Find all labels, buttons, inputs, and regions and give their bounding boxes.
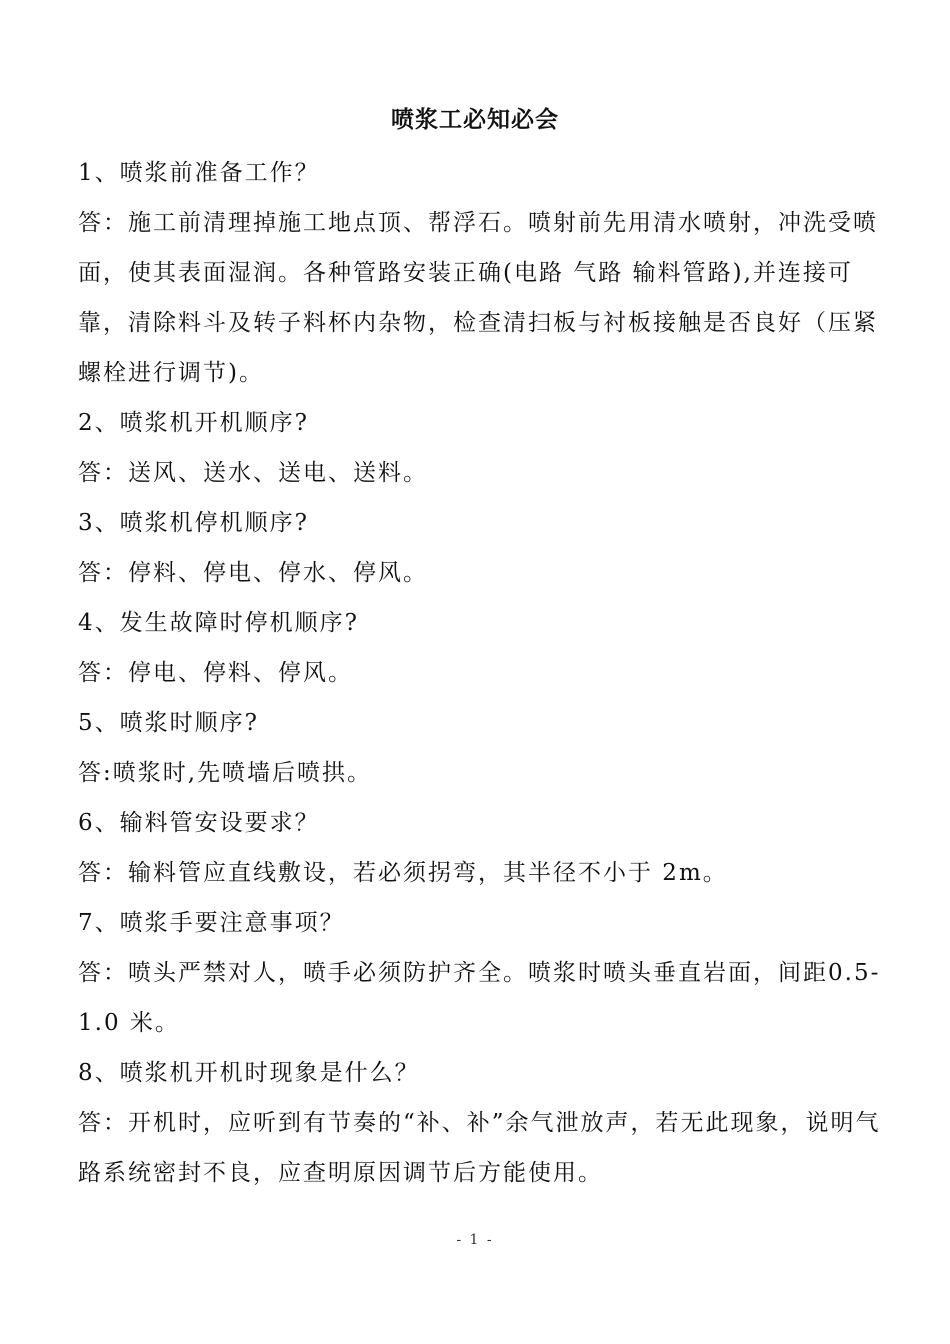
answer-5: 答:喷浆时,先喷墙后喷拱。: [78, 760, 373, 786]
answer-8: 答：开机时，应听到有节奏的“补、补”余气泄放声，若无此现象，说明气路系统密封不良，应查明原因调节后方能使用。: [78, 1110, 881, 1186]
question-1: 1、喷浆前准备工作？: [78, 160, 320, 186]
question-2: 2、喷浆机开机顺序?: [78, 410, 309, 436]
answer-3: 答：停料、停电、停水、停风。: [78, 560, 428, 586]
question-7: 7、喷浆手要注意事项？: [78, 910, 345, 936]
question-3: 3、喷浆机停机顺序?: [78, 510, 309, 536]
document-body: [78, 148, 888, 1198]
document-title: 喷浆工必知必会: [391, 106, 559, 133]
question-8: 8、喷浆机开机时现象是什么？: [78, 1060, 420, 1086]
question-4: 4、发生故障时停机顺序?: [78, 610, 359, 636]
answer-4: 答：停电、停料、停风。: [78, 660, 353, 686]
page-number: - 1 -: [456, 1232, 494, 1248]
question-6: 6、输料管安设要求？: [78, 810, 320, 836]
question-5: 5、喷浆时顺序?: [78, 710, 259, 736]
answer-2: 答：送风、送水、送电、送料。: [78, 460, 428, 486]
answer-1: 答：施工前清理掉施工地点顶、帮浮石。喷射前先用清水喷射，冲洗受喷面，使其表面湿润。各种管路安装正确(电路 气路 输料管路),并连接可靠，清除料斗及转子料杯内杂物，检查清扫板与衬板接触是否良好（压紧螺栓进行调节)。: [78, 210, 878, 386]
answer-7: 答：喷头严禁对人，喷手必须防护齐全。喷浆时喷头垂直岩面，间距0.5-1.0 米。: [78, 960, 881, 1036]
answer-6: 答：输料管应直线敷设，若必须拐弯，其半径不小于 2m。: [78, 860, 728, 886]
